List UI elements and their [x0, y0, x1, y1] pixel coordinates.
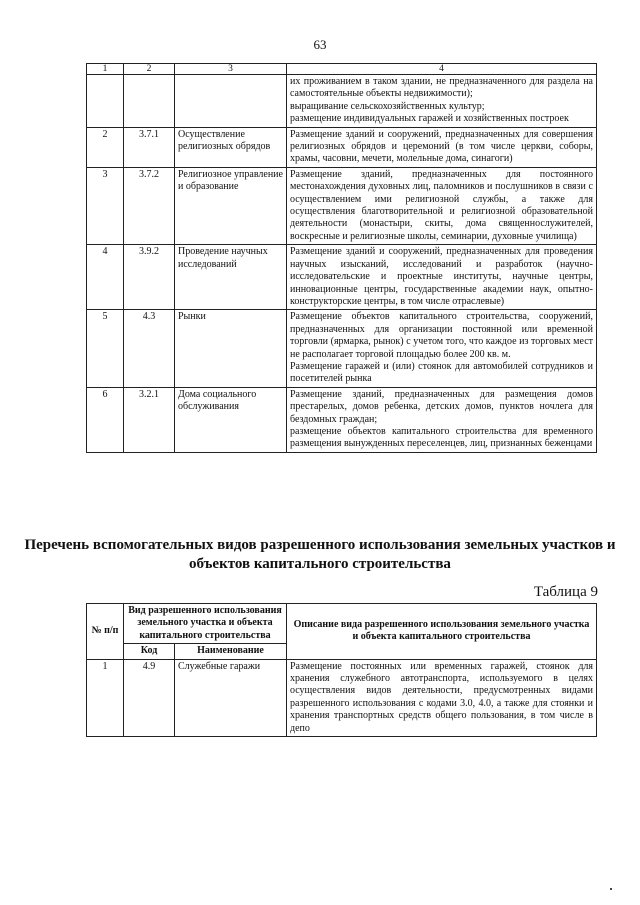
- row-code: 3.7.1: [124, 127, 175, 167]
- row-code: 4.3: [124, 310, 175, 387]
- description-line: Размещение зданий, предназначенных для размещения домов престарелых, домов ребенка, детских домов, пунктов ночлега для бездомных граждан;: [290, 388, 593, 425]
- table-row: [87, 245, 597, 310]
- description-line: их проживанием в таком здании, не предназначенного для раздела на самостоятельные объекты недвижимости);: [290, 76, 593, 100]
- description-line: размещение объектов капитального строительства для временного размещения вынужденных переселенцев, лиц, признанных беженцами: [290, 425, 593, 450]
- header-num: № п/п: [87, 604, 124, 660]
- table-row: [87, 75, 597, 128]
- row-code: 4.9: [124, 659, 175, 736]
- row-code: 3.2.1: [124, 387, 175, 452]
- description-cell: Размещение постоянных или временных гаражей, стоянок для хранения служебного автотранспорта, используемого в целях осуществления видов деятельности, предусмотренных видами разрешенного использования с кодами 3.0, 4.0, а также для стоянки и хранения транспортных средств общего пользования, в том числе в депо: [287, 659, 597, 736]
- scan-speck: [610, 888, 612, 890]
- header-cell: 2: [124, 64, 175, 75]
- section-heading: Перечень вспомогательных видов разрешенного использования земельных участков и объектов капитального строительства: [24, 537, 616, 572]
- description-cell: [287, 127, 597, 167]
- description-line: Размещение зданий и сооружений, предназначенных для совершения религиозных обрядов и церемоний (в том числе церкви, соборы, храмы, часовни, мечети, молельные дома, синагоги): [290, 128, 593, 165]
- description-cell: [287, 387, 597, 452]
- row-code: 3.7.2: [124, 167, 175, 244]
- row-name: Проведение научных исследований: [175, 245, 287, 310]
- row-number: 6: [87, 387, 124, 452]
- table-row: [87, 167, 597, 244]
- description-cell: [287, 310, 597, 387]
- header-cell: 4: [287, 64, 597, 75]
- description-line: Размещение гаражей и (или) стоянок для автомобилей сотрудников и посетителей рынка: [290, 360, 593, 385]
- header-cell: 1: [87, 64, 124, 75]
- row-number: 4: [87, 245, 124, 310]
- description-cell: [287, 245, 597, 310]
- table-row: [87, 310, 597, 387]
- row-number: 2: [87, 127, 124, 167]
- table-row: [87, 659, 597, 736]
- table-header-row: [87, 604, 597, 644]
- header-code: Код: [124, 644, 175, 659]
- header-name: Наименование: [175, 644, 287, 659]
- description-line: Размещение зданий и сооружений, предназначенных для проведения научных изысканий, исследований и разработок (научно-исследовательские и проектные институты, научные центры, инновационные центры, государственные академии наук, опытно-конструкторские центры, в том числе отраслевые): [290, 246, 593, 307]
- description-line: Размещение зданий, предназначенных для постоянного местонахождения духовных лиц, паломников и послушников в связи с осуществлением ими религиозной службы, а также для осуществления благотворительной и религиозной образовательной деятельности (монастыри, скиты, дома священнослужителей, воскресные и религиозные школы, семинарии, духовные училища): [290, 168, 593, 242]
- description-cell: [287, 75, 597, 128]
- row-name: Рынки: [175, 310, 287, 387]
- description-line: выращивание сельскохозяйственных культур;: [290, 100, 485, 112]
- table-label: Таблица 9: [533, 584, 598, 600]
- table-row: [87, 127, 597, 167]
- description-cell: [287, 167, 597, 244]
- header-use-type: Вид разрешенного использования земельного участка и объекта капитального строительства: [124, 604, 287, 644]
- row-number: 5: [87, 310, 124, 387]
- row-name: Религиозное управление и образование: [175, 167, 287, 244]
- description-line: Размещение объектов капитального строительства, сооружений, предназначенных для организации постоянной или временной торговли (ярмарка, рынок) с учетом того, что каждое из торговых мест не располагает торговой площадью более 200 кв. м.: [290, 311, 593, 360]
- row-number: 3: [87, 167, 124, 244]
- land-use-table: [86, 63, 597, 453]
- row-name: Дома социального обслуживания: [175, 387, 287, 452]
- page-number: 63: [313, 37, 327, 52]
- auxiliary-use-table: [86, 603, 597, 737]
- description-line: размещение индивидуальных гаражей и хозяйственных построек: [290, 113, 569, 125]
- table-header-row: [87, 64, 597, 75]
- header-description: Описание вида разрешенного использования земельного участка и объекта капитального строительства: [287, 604, 597, 660]
- header-cell: 3: [175, 64, 287, 75]
- row-name: Осуществление религиозных обрядов: [175, 127, 287, 167]
- row-code: 3.9.2: [124, 245, 175, 310]
- table-row: [87, 387, 597, 452]
- row-number: 1: [87, 659, 124, 736]
- row-name: Служебные гаражи: [175, 659, 287, 736]
